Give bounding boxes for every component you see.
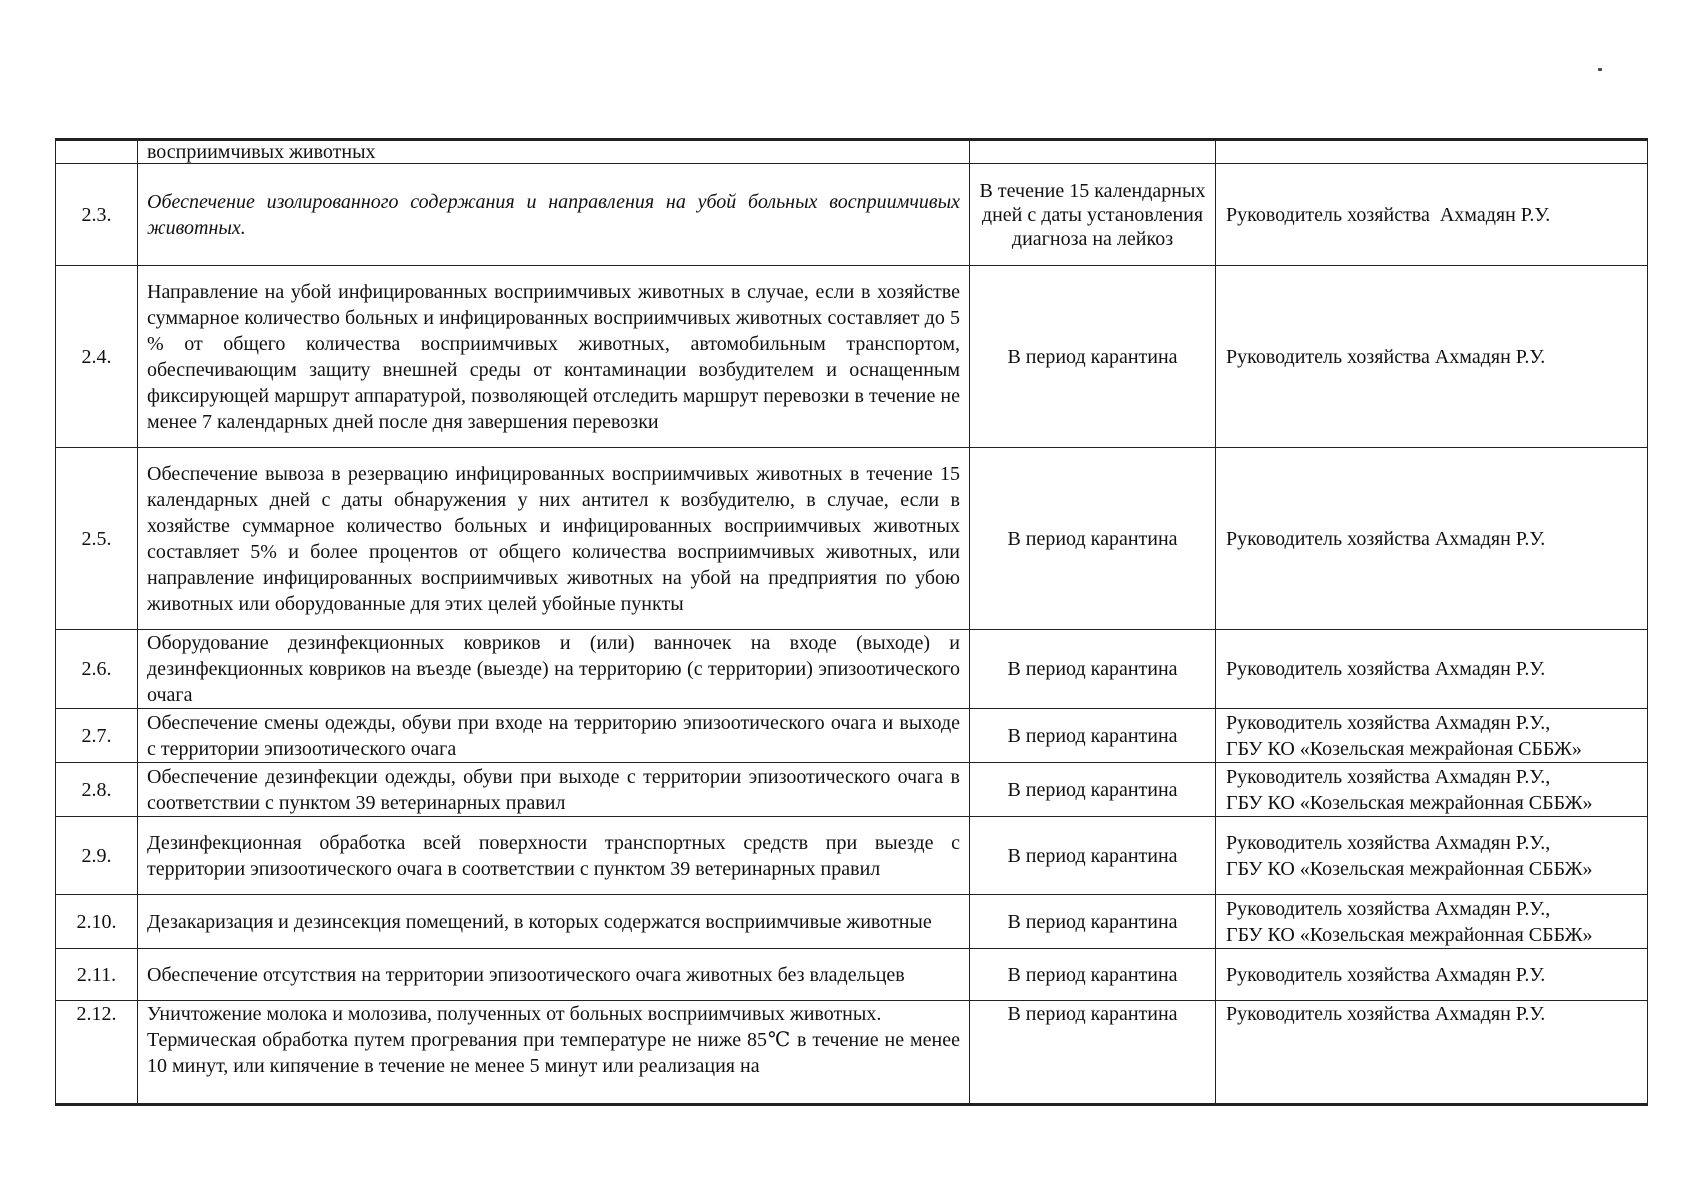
table-row: [56, 140, 1648, 164]
row-number: [56, 140, 138, 164]
row-number: 2.6.: [56, 630, 138, 709]
row-action: Обеспечение дезинфекции одежды, обуви при выходе с территории эпизоотического очага в соответствии с пунктом 39 ветеринарных правил: [138, 763, 970, 817]
row-term: В период карантина: [970, 949, 1216, 1001]
row-number: 2.10.: [56, 895, 138, 949]
row-term: В период карантина: [970, 709, 1216, 763]
row-responsible: [1216, 763, 1648, 817]
row-action: Обеспечение смены одежды, обуви при входе на территорию эпизоотического очага и выходе с территории эпизоотического очага: [138, 709, 970, 763]
row-action: восприимчивых животных: [138, 140, 970, 164]
table-row: [56, 709, 1648, 763]
responsible-line: Руководитель хозяйства Ахмадян Р.У.,: [1226, 765, 1551, 788]
row-number: 2.8.: [56, 763, 138, 817]
table-row: [56, 949, 1648, 1001]
table-row: [56, 266, 1648, 448]
responsible-line: Руководитель хозяйства Ахмадян Р.У.,: [1226, 897, 1551, 920]
row-number: 2.9.: [56, 817, 138, 895]
row-term: В период карантина: [970, 763, 1216, 817]
row-action: Дезакаризация и дезинсекция помещений, в которых содержатся восприимчивые животные: [138, 895, 970, 949]
responsible-line: ГБУ КО «Козельская межрайонная СББЖ»: [1226, 791, 1593, 814]
row-responsible: Руководитель хозяйства Ахмадян Р.У.: [1216, 164, 1648, 266]
row-term: В период карантина: [970, 266, 1216, 448]
table-row: [56, 164, 1648, 266]
row-responsible: [1216, 817, 1648, 895]
row-number: 2.5.: [56, 448, 138, 630]
table-row: [56, 448, 1648, 630]
row-responsible: Руководитель хозяйства Ахмадян Р.У.: [1216, 949, 1648, 1001]
row-action: Обеспечение изолированного содержания и направления на убой больных восприимчивых животных.: [138, 164, 970, 266]
row-action: [138, 1001, 970, 1105]
row-term: В период карантина: [970, 448, 1216, 630]
row-term: В период карантина: [970, 1001, 1216, 1105]
table-row: [56, 895, 1648, 949]
responsible-line: ГБУ КО «Козельская межрайонная СББЖ»: [1226, 857, 1593, 880]
row-term: В течение 15 календарных дней с даты установления диагноза на лейкоз: [970, 164, 1216, 266]
row-responsible: [1216, 140, 1648, 164]
responsible-line: Руководитель хозяйства Ахмадян Р.У.,: [1226, 711, 1551, 734]
row-number: 2.3.: [56, 164, 138, 266]
row-responsible: [1216, 895, 1648, 949]
row-responsible: Руководитель хозяйства Ахмадян Р.У.: [1216, 266, 1648, 448]
table-row: [56, 630, 1648, 709]
responsible-line: ГБУ КО «Козельская межрайоная СББЖ»: [1226, 737, 1582, 760]
row-number: 2.11.: [56, 949, 138, 1001]
scan-speck: [1598, 68, 1602, 71]
action-paragraph: Термическая обработка путем прогревания при температуре не ниже 85℃ в течение не менее 10 минут, или кипячение в течение не менее 5 минут или реализация на: [147, 1029, 960, 1077]
table-row: [56, 817, 1648, 895]
responsible-line: ГБУ КО «Козельская межрайонная СББЖ»: [1226, 923, 1593, 946]
row-number: 2.12.: [56, 1001, 138, 1105]
row-responsible: Руководитель хозяйства Ахмадян Р.У.: [1216, 1001, 1648, 1105]
row-action: Обеспечение вывоза в резервацию инфицированных восприимчивых животных в течение 15 календарных дней с даты обнаружения у них антител к возбудителю, в случае, если в хозяйстве суммарное количество больных и инфицированных восприимчивых животных составляет 5% и более процентов от общего количества восприимчивых животных, или направление инфицированных восприимчивых животных на убой на предприятия по убою животных или оборудованные для этих целей убойные пункты: [138, 448, 970, 630]
table-row: [56, 1001, 1648, 1105]
row-action: Обеспечение отсутствия на территории эпизоотического очага животных без владельцев: [138, 949, 970, 1001]
row-action: Оборудование дезинфекционных ковриков и (или) ванночек на входе (выходе) и дезинфекционных ковриков на въезде (выезде) на территорию (с территории) эпизоотического очага: [138, 630, 970, 709]
row-number: 2.7.: [56, 709, 138, 763]
row-responsible: Руководитель хозяйства Ахмадян Р.У.: [1216, 448, 1648, 630]
row-action: Направление на убой инфицированных восприимчивых животных в случае, если в хозяйстве суммарное количество больных и инфицированных восприимчивых животных составляет до 5 % от общего количества восприимчивых животных, автомобильным транспортом, обеспечивающим защиту внешней среды от контаминации возбудителем и оснащенным фиксирующей маршрут аппаратурой, позволяющей отследить маршрут перевозки в течение не менее 7 календарных дней после дня завершения перевозки: [138, 266, 970, 448]
responsible-line: Руководитель хозяйства Ахмадян Р.У.,: [1226, 831, 1551, 854]
row-action: Дезинфекционная обработка всей поверхности транспортных средств при выезде с территории эпизоотического очага в соответствии с пунктом 39 ветеринарных правил: [138, 817, 970, 895]
table-row: [56, 763, 1648, 817]
row-responsible: [1216, 709, 1648, 763]
row-number: 2.4.: [56, 266, 138, 448]
action-paragraph: Уничтожение молока и молозива, полученных от больных восприимчивых животных.: [147, 1003, 882, 1025]
row-term: В период карантина: [970, 817, 1216, 895]
row-term: В период карантина: [970, 895, 1216, 949]
row-term: В период карантина: [970, 630, 1216, 709]
quarantine-measures-table: [55, 138, 1648, 1106]
row-responsible: Руководитель хозяйства Ахмадян Р.У.: [1216, 630, 1648, 709]
row-term: [970, 140, 1216, 164]
